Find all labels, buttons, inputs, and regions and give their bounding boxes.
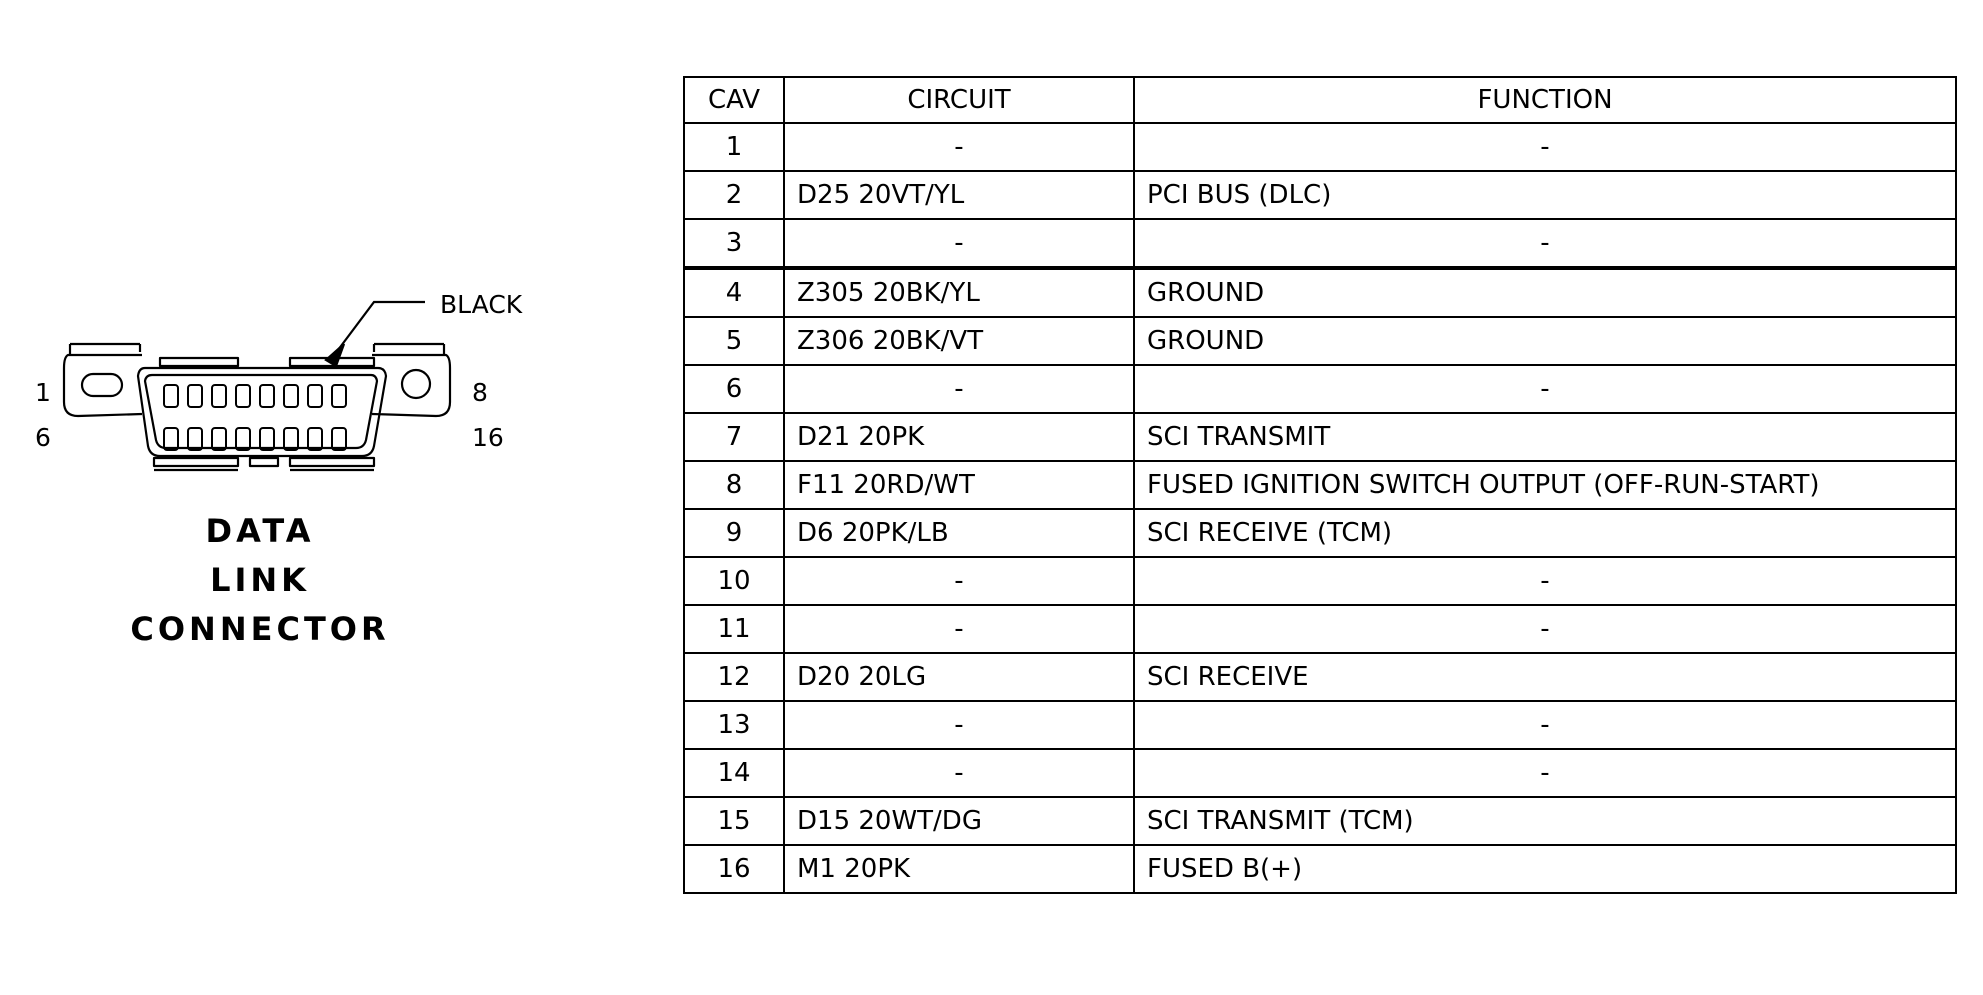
pinout-table-body xyxy=(684,123,1956,893)
function-cell: - xyxy=(1134,749,1956,797)
circuit-cell: Z306 20BK/VT xyxy=(784,317,1134,365)
pin-cavity xyxy=(164,428,178,450)
connector-pins xyxy=(164,385,346,450)
table-row xyxy=(684,365,1956,413)
function-cell: SCI TRANSMIT xyxy=(1134,413,1956,461)
pin-cavity xyxy=(188,428,202,450)
header-cav: CAV xyxy=(684,77,784,123)
circuit-cell: - xyxy=(784,123,1134,171)
circuit-cell: - xyxy=(784,605,1134,653)
circuit-cell: - xyxy=(784,365,1134,413)
function-cell: PCI BUS (DLC) xyxy=(1134,171,1956,219)
pin-cavity xyxy=(260,385,274,407)
pin-cavity xyxy=(236,385,250,407)
cav-cell: 15 xyxy=(684,797,784,845)
table-row xyxy=(684,461,1956,509)
circuit-cell: Z305 20BK/YL xyxy=(784,268,1134,317)
pin-cavity xyxy=(332,428,346,450)
table-row xyxy=(684,219,1956,268)
cav-cell: 9 xyxy=(684,509,784,557)
circuit-cell: D6 20PK/LB xyxy=(784,509,1134,557)
function-cell: - xyxy=(1134,219,1956,268)
pin-label-top-right: 8 xyxy=(472,378,488,407)
circuit-cell: M1 20PK xyxy=(784,845,1134,893)
pin-label-bottom-right: 16 xyxy=(472,423,504,452)
circuit-cell: D15 20WT/DG xyxy=(784,797,1134,845)
circuit-cell: - xyxy=(784,701,1134,749)
table-row xyxy=(684,845,1956,893)
connector-title-line-2: LINK xyxy=(210,561,310,599)
table-row xyxy=(684,171,1956,219)
pin-cavity xyxy=(332,385,346,407)
circuit-cell: D20 20LG xyxy=(784,653,1134,701)
cav-cell: 12 xyxy=(684,653,784,701)
table-row xyxy=(684,797,1956,845)
function-cell: - xyxy=(1134,701,1956,749)
cav-cell: 4 xyxy=(684,268,784,317)
circuit-cell: D25 20VT/YL xyxy=(784,171,1134,219)
table-row xyxy=(684,701,1956,749)
pin-cavity xyxy=(284,428,298,450)
function-cell: FUSED B(+) xyxy=(1134,845,1956,893)
cav-cell: 13 xyxy=(684,701,784,749)
function-cell: GROUND xyxy=(1134,268,1956,317)
pin-cavity xyxy=(260,428,274,450)
circuit-cell: - xyxy=(784,749,1134,797)
cav-cell: 5 xyxy=(684,317,784,365)
pin-cavity xyxy=(188,385,202,407)
connector-body xyxy=(138,368,386,456)
cav-cell: 14 xyxy=(684,749,784,797)
table-row xyxy=(684,653,1956,701)
cav-cell: 10 xyxy=(684,557,784,605)
table-header-row xyxy=(684,77,1956,123)
pin-cavity xyxy=(308,428,322,450)
connector-title-line-1: DATA xyxy=(205,512,315,550)
circuit-cell: F11 20RD/WT xyxy=(784,461,1134,509)
table-row xyxy=(684,557,1956,605)
pin-label-top-left: 1 xyxy=(35,378,51,407)
table-row xyxy=(684,509,1956,557)
right-mounting-hole xyxy=(402,370,430,398)
circuit-cell: - xyxy=(784,557,1134,605)
pinout-table xyxy=(683,76,1957,894)
pin-label-bottom-left: 6 xyxy=(35,423,51,452)
function-cell: GROUND xyxy=(1134,317,1956,365)
header-function: FUNCTION xyxy=(1134,77,1956,123)
function-cell: SCI RECEIVE xyxy=(1134,653,1956,701)
function-cell: - xyxy=(1134,365,1956,413)
cav-cell: 2 xyxy=(684,171,784,219)
function-cell: SCI TRANSMIT (TCM) xyxy=(1134,797,1956,845)
cav-cell: 3 xyxy=(684,219,784,268)
cav-cell: 11 xyxy=(684,605,784,653)
function-cell: - xyxy=(1134,605,1956,653)
pin-cavity xyxy=(284,385,298,407)
pin-cavity xyxy=(212,385,226,407)
pin-cavity xyxy=(164,385,178,407)
connector-title-line-3: CONNECTOR xyxy=(130,610,390,648)
table-row xyxy=(684,413,1956,461)
table-row xyxy=(684,317,1956,365)
color-leader-line xyxy=(338,302,425,350)
pin-cavity xyxy=(212,428,226,450)
table-row xyxy=(684,605,1956,653)
pin-cavity xyxy=(308,385,322,407)
header-circuit: CIRCUIT xyxy=(784,77,1134,123)
table-row xyxy=(684,268,1956,317)
circuit-cell: D21 20PK xyxy=(784,413,1134,461)
table-row xyxy=(684,123,1956,171)
circuit-cell: - xyxy=(784,219,1134,268)
cav-cell: 8 xyxy=(684,461,784,509)
table-row xyxy=(684,749,1956,797)
cav-cell: 7 xyxy=(684,413,784,461)
left-mounting-hole xyxy=(82,374,122,396)
function-cell: - xyxy=(1134,123,1956,171)
color-leader-arrowhead xyxy=(326,344,344,366)
cav-cell: 16 xyxy=(684,845,784,893)
cav-cell: 1 xyxy=(684,123,784,171)
pin-cavity xyxy=(236,428,250,450)
cav-cell: 6 xyxy=(684,365,784,413)
left-mounting-ear xyxy=(64,355,142,416)
function-cell: SCI RECEIVE (TCM) xyxy=(1134,509,1956,557)
function-cell: FUSED IGNITION SWITCH OUTPUT (OFF-RUN-START) xyxy=(1134,461,1956,509)
function-cell: - xyxy=(1134,557,1956,605)
color-label: BLACK xyxy=(440,290,523,319)
